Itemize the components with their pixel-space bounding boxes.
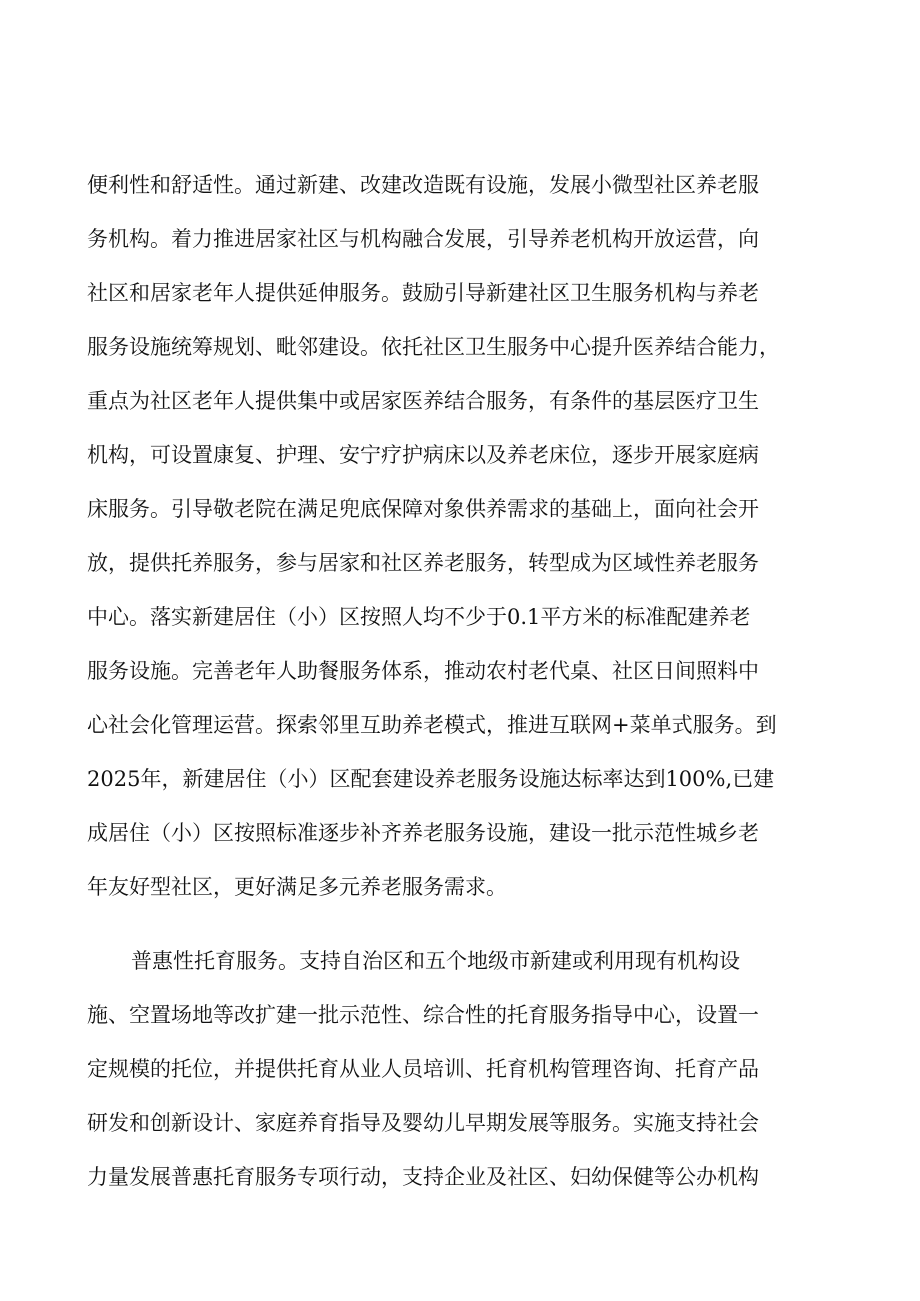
text-line	[0, 543, 920, 583]
text-line	[0, 813, 920, 853]
text-line-content: 服务设施统筹规划、毗邻建设。依托社区卫生服务中心提升医养结合能力，	[87, 335, 780, 359]
text-line	[0, 381, 920, 421]
text-line-content: 心社会化管理运营。探索邻里互助养老模式，推进互联网+菜单式服务。到	[87, 713, 777, 737]
text-line-content: 床服务。引导敬老院在满足兜底保障对象供养需求的基础上，面向社会开	[87, 497, 759, 521]
text-line	[0, 273, 920, 313]
text-line	[0, 165, 920, 205]
text-line-content: 便利性和舒适性。通过新建、改建改造既有设施，发展小微型社区养老服	[87, 173, 759, 197]
text-line-content: 力量发展普惠托育服务专项行动，支持企业及社区、妇幼保健等公办机构	[87, 1165, 759, 1189]
text-line	[0, 941, 920, 981]
text-line-content: 放，提供托养服务，参与居家和社区养老服务，转型成为区域性养老服务	[87, 551, 759, 575]
text-line-content: 2025年，新建居住（小）区配套建设养老服务设施达标率达到100%,已建	[87, 767, 775, 791]
text-line-content: 定规模的托位，并提供托育从业人员培训、托育机构管理咨询、托育产品	[87, 1057, 759, 1081]
text-line	[0, 759, 920, 799]
text-line	[0, 651, 920, 691]
text-line	[0, 705, 920, 745]
text-line	[0, 435, 920, 475]
text-line	[0, 995, 920, 1035]
text-line	[0, 327, 920, 367]
text-line	[0, 489, 920, 529]
text-line-content: 年友好型社区，更好满足多元养老服务需求。	[87, 875, 507, 899]
text-line-content: 施、空置场地等改扩建一批示范性、综合性的托育服务指导中心，设置一	[87, 1003, 759, 1027]
text-line-content: 务机构。着力推进居家社区与机构融合发展，引导养老机构开放运营，向	[87, 227, 759, 251]
text-line	[0, 867, 920, 907]
text-line-content: 普惠性托育服务。支持自治区和五个地级市新建或利用现有机构设	[131, 949, 740, 973]
text-line-content: 服务设施。完善老年人助餐服务体系，推动农村老代桌、社区日间照料中	[87, 659, 759, 683]
text-line-content: 机构，可设置康复、护理、安宁疗护病床以及养老床位，逐步开展家庭病	[87, 443, 759, 467]
text-line	[0, 219, 920, 259]
text-line	[0, 1103, 920, 1143]
text-line	[0, 1157, 920, 1197]
text-line-content: 社区和居家老年人提供延伸服务。鼓励引导新建社区卫生服务机构与养老	[87, 281, 759, 305]
text-line-content: 研发和创新设计、家庭养育指导及婴幼儿早期发展等服务。实施支持社会	[87, 1111, 759, 1135]
text-line	[0, 597, 920, 637]
text-line-content: 中心。落实新建居住（小）区按照人均不少于0.1平方米的标准配建养老	[87, 605, 751, 629]
text-line	[0, 1049, 920, 1089]
text-line-content: 重点为社区老年人提供集中或居家医养结合服务，有条件的基层医疗卫生	[87, 389, 759, 413]
text-line-content: 成居住（小）区按照标准逐步补齐养老服务设施，建设一批示范性城乡老	[87, 821, 759, 845]
